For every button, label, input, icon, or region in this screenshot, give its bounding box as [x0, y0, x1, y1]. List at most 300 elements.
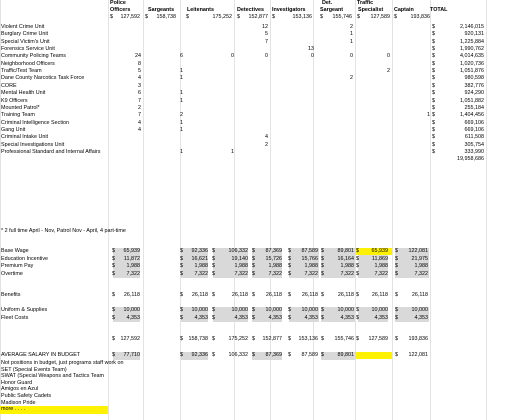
unit-count[interactable]: 1 [180, 75, 183, 82]
unit-name[interactable]: Professional Standard and Internal Affairs [1, 148, 101, 155]
unit-count[interactable]: 1 [350, 31, 353, 38]
row-value[interactable]: 4,353 [126, 314, 140, 321]
note-row [0, 360, 512, 367]
dollar-sign: $ [212, 292, 215, 298]
dollar-sign: $ [112, 336, 115, 342]
unit-total[interactable]: 611,508 [464, 134, 484, 141]
row-label[interactable]: Uniform & Supplies [1, 307, 48, 313]
header-total[interactable]: TOTAL [430, 6, 448, 13]
row-value[interactable]: 7,322 [194, 270, 208, 277]
dollar-sign: $ [321, 307, 324, 313]
header-sargeants[interactable]: Sargeants [148, 6, 175, 13]
row-value[interactable]: 7,322 [340, 270, 354, 277]
dollar-sign: $ [212, 263, 215, 269]
row-value[interactable]: 15,766 [301, 255, 318, 262]
unit-name[interactable]: Mental Health Unit [1, 90, 46, 97]
dollar-sign: $ [356, 255, 359, 262]
row-value[interactable]: 11,869 [371, 255, 388, 262]
unit-row [0, 105, 512, 112]
dollar-sign: $ [145, 13, 148, 20]
top-total-7[interactable]: 193,836 [410, 13, 430, 20]
row-value[interactable]: 4,353 [304, 314, 318, 321]
dollar-sign: $ [237, 13, 240, 20]
unit-count[interactable]: 6 [138, 90, 141, 97]
dollar-sign: $ [395, 314, 398, 321]
dollar-sign: $ [288, 270, 291, 277]
unit-name[interactable]: Special Victim's Unit [1, 38, 50, 45]
note-row [0, 373, 512, 380]
unit-row [0, 53, 512, 60]
row-value[interactable]: 26,118 [191, 292, 208, 298]
row-value[interactable]: 87,369 [265, 248, 282, 254]
unit-count[interactable]: 0 [231, 53, 234, 60]
row-value[interactable]: 4,353 [374, 314, 388, 321]
row-value[interactable]: 26,118 [231, 292, 248, 298]
dollar-sign: $ [252, 248, 255, 254]
unit-name[interactable]: Forensics Service Unit [1, 46, 55, 53]
row-value[interactable]: 16,621 [191, 255, 208, 262]
dollar-sign: $ [252, 255, 255, 262]
unit-total[interactable]: 924,290 [464, 90, 484, 97]
row-value[interactable]: 10,000 [411, 307, 428, 313]
unit-count[interactable]: 1 [350, 38, 353, 45]
note-row [0, 393, 512, 400]
dollar-sign: $ [432, 75, 435, 82]
row-value[interactable]: 106,332 [228, 248, 248, 254]
header-row-2 [0, 7, 512, 14]
unit-row [0, 90, 512, 97]
note-text[interactable]: Not positions in budget, just programs staff work on [1, 360, 124, 366]
dollar-sign: $ [321, 292, 324, 298]
top-total-1[interactable]: 158,738 [156, 13, 176, 20]
row-value[interactable]: 4,353 [268, 314, 282, 321]
unit-row [0, 120, 512, 127]
dollar-sign: $ [432, 82, 435, 89]
row-value[interactable]: 26,118 [337, 292, 354, 298]
sum-total-6[interactable]: 127,589 [368, 336, 388, 342]
unit-name[interactable]: Community Policing Teams [1, 53, 66, 60]
unit-count[interactable]: 7 [138, 112, 141, 119]
dollar-sign: $ [180, 314, 183, 321]
row-value[interactable]: 92,336 [191, 248, 208, 254]
unit-count[interactable]: 0 [387, 53, 390, 60]
unit-count[interactable]: 5 [138, 68, 141, 75]
unit-count[interactable]: 7 [138, 97, 141, 104]
unit-total[interactable]: 1,051,876 [460, 68, 484, 75]
dollar-sign: $ [272, 13, 275, 20]
unit-row [0, 75, 512, 82]
unit-count[interactable]: 1 [180, 68, 183, 75]
unit-total[interactable]: 980,598 [464, 75, 484, 82]
dollar-sign: $ [288, 248, 291, 254]
avg-salary-value[interactable]: 122,081 [408, 352, 428, 358]
unit-name[interactable]: Criminal Intake Unit [1, 134, 49, 141]
sum-total-4[interactable]: 153,136 [298, 336, 318, 342]
unit-row [0, 127, 512, 134]
row-value[interactable]: 26,118 [265, 292, 282, 298]
row-label[interactable]: Premium Pay [1, 263, 34, 269]
unit-count[interactable]: 1 [427, 112, 430, 119]
unit-count[interactable]: 8 [138, 60, 141, 67]
sum-total-7[interactable]: 193,836 [408, 336, 428, 342]
unit-name[interactable]: K9 Officers [1, 97, 28, 104]
row-value[interactable]: 1,988 [414, 263, 428, 269]
dollar-sign: $ [288, 263, 291, 269]
dollar-sign: $ [180, 270, 183, 277]
dollar-sign: $ [288, 292, 291, 298]
row-value[interactable]: 4,353 [194, 314, 208, 321]
unit-count[interactable]: 2 [265, 141, 268, 148]
unit-total[interactable]: 382,776 [464, 82, 484, 89]
dollar-sign: $ [432, 68, 435, 75]
dollar-sign: $ [394, 13, 397, 20]
dollar-sign: $ [321, 336, 324, 342]
row-value[interactable]: 16,164 [337, 255, 354, 262]
pay-row [0, 263, 512, 270]
row-value[interactable]: 1,988 [374, 263, 388, 269]
dollar-sign: $ [321, 255, 324, 262]
row-label[interactable]: Fleet Costs [1, 314, 29, 321]
unit-count[interactable]: 0 [265, 53, 268, 60]
dollar-sign: $ [252, 352, 255, 358]
row-value[interactable]: 10,000 [123, 307, 140, 313]
dollar-sign: $ [356, 292, 359, 298]
avg-salary-value[interactable]: 106,332 [228, 352, 248, 358]
avg-salary-value[interactable]: 92,336 [191, 352, 208, 358]
dollar-sign: $ [212, 336, 215, 342]
sum-total-5[interactable]: 155,746 [334, 336, 354, 342]
footnote-text[interactable]: * 2 full time April - Nov, Patrol Nov - April, 4 part-time [1, 228, 126, 234]
dollar-sign: $ [180, 336, 183, 342]
unit-total[interactable]: 1,404,456 [460, 112, 484, 119]
header-sargeant[interactable]: Sargeant [320, 6, 344, 13]
dollar-sign: $ [252, 263, 255, 269]
dollar-sign: $ [321, 263, 324, 269]
unit-name[interactable]: Traffic/Test Team [1, 68, 42, 75]
unit-total[interactable]: 2,146,015 [460, 24, 484, 30]
unit-count[interactable]: 1 [180, 97, 183, 104]
row-value[interactable]: 26,118 [301, 292, 318, 298]
note-text[interactable]: more . . . . [1, 406, 26, 413]
dollar-sign: $ [186, 13, 189, 20]
unit-count[interactable]: 0 [311, 53, 314, 60]
row-value[interactable]: 87,589 [301, 248, 318, 254]
unit-count[interactable]: 1 [180, 126, 183, 133]
dollar-sign: $ [432, 112, 435, 119]
row-value[interactable]: 7,322 [304, 270, 318, 277]
dollar-sign: $ [432, 90, 435, 97]
sum-total-0[interactable]: 127,592 [120, 336, 140, 342]
row-value[interactable]: 7,322 [414, 270, 428, 277]
avg-salary-value[interactable]: 87,589 [301, 352, 318, 358]
unit-count[interactable]: 2 [180, 112, 183, 119]
note-row [0, 380, 512, 387]
unit-total[interactable]: 1,020,736 [460, 60, 484, 67]
dollar-sign: $ [180, 248, 183, 254]
benefits-row [0, 292, 512, 299]
dollar-sign: $ [112, 248, 115, 254]
top-total-3[interactable]: 152,877 [248, 13, 268, 20]
dollar-sign: $ [356, 314, 359, 321]
row-value[interactable]: 26,118 [411, 292, 428, 298]
unit-count[interactable]: 1 [180, 90, 183, 97]
unit-count[interactable]: 2 [350, 75, 353, 82]
avg-salary-label[interactable]: AVERAGE SALARY IN BUDGET [1, 352, 81, 358]
dollar-sign: $ [180, 307, 183, 313]
dollar-sign: $ [432, 104, 435, 111]
row-value[interactable]: 1,988 [268, 263, 282, 269]
grand-total[interactable]: 19,958,686 [457, 156, 484, 163]
supply-row [0, 307, 512, 314]
avg-salary-row [0, 352, 512, 359]
unit-name[interactable]: Violent Crime Unit [1, 24, 45, 30]
unit-count[interactable]: 1 [180, 119, 183, 126]
row-value[interactable]: 7,322 [234, 270, 248, 277]
dollar-sign: $ [356, 307, 359, 313]
row-value[interactable]: 7,322 [268, 270, 282, 277]
unit-count[interactable]: 5 [265, 31, 268, 38]
avg-salary-value[interactable]: 89,801 [337, 352, 354, 358]
dollar-sign: $ [252, 292, 255, 298]
top-total-2[interactable]: 175,252 [212, 13, 232, 20]
header-lieutenants[interactable]: Leitenants [187, 6, 214, 13]
dollar-sign: $ [252, 270, 255, 277]
unit-row [0, 112, 512, 119]
header-traffic[interactable]: Traffic [357, 0, 374, 6]
avg-salary-value[interactable]: 87,369 [265, 352, 282, 358]
unit-count[interactable]: 13 [308, 46, 314, 53]
unit-count[interactable]: 1 [180, 148, 183, 155]
dollar-sign: $ [395, 292, 398, 298]
dollar-sign: $ [432, 148, 435, 155]
row-label[interactable]: Benefits [1, 292, 21, 298]
row-value[interactable]: 4,353 [340, 314, 354, 321]
unit-name[interactable]: Gang Unit [1, 126, 26, 133]
unit-total[interactable]: 1,225,884 [460, 38, 484, 45]
dollar-sign: $ [356, 263, 359, 269]
note-text[interactable]: SWAT (Special Weapons and Tactics Team [1, 373, 104, 380]
unit-name[interactable]: Training Team [1, 112, 35, 119]
unit-total[interactable]: 255,184 [464, 104, 484, 111]
dollar-sign: $ [321, 352, 324, 358]
unit-name[interactable]: Dane County Narcotics Task Force [1, 75, 85, 82]
unit-name[interactable]: Criminal Intelligence Section [1, 119, 70, 126]
unit-total[interactable]: 333,990 [464, 148, 484, 155]
sum-total-1[interactable]: 158,738 [188, 336, 208, 342]
dollar-sign: $ [356, 336, 359, 342]
unit-row [0, 46, 512, 53]
unit-count[interactable]: 6 [180, 53, 183, 60]
dollar-sign: $ [252, 314, 255, 321]
dollar-sign: $ [112, 307, 115, 313]
row-value[interactable]: 1,988 [304, 263, 318, 269]
dollar-sign: $ [288, 314, 291, 321]
dollar-sign: $ [112, 270, 115, 277]
sum-total-3[interactable]: 152,877 [262, 336, 282, 342]
dollar-sign: $ [212, 255, 215, 262]
unit-total[interactable]: 920,131 [464, 31, 484, 38]
dollar-sign: $ [252, 307, 255, 313]
note-text[interactable]: Public Safety Cadets [1, 393, 52, 399]
unit-count[interactable]: 2 [350, 24, 353, 30]
note-row [0, 367, 512, 374]
unit-name[interactable]: Neighborhood Officers [1, 60, 55, 67]
row-label[interactable]: Base Wage [1, 248, 29, 254]
dollar-sign: $ [112, 314, 115, 321]
dollar-sign: $ [432, 141, 435, 148]
note-text[interactable]: Honor Guard [1, 379, 33, 386]
row-value[interactable]: 65,939 [371, 248, 388, 254]
unit-count[interactable]: 4 [138, 75, 141, 82]
dollar-sign: $ [432, 126, 435, 133]
unit-count[interactable]: 4 [265, 134, 268, 141]
dollar-sign: $ [432, 31, 435, 38]
dollar-sign: $ [288, 307, 291, 313]
dollar-sign: $ [356, 270, 359, 277]
row-value[interactable]: 26,118 [123, 292, 140, 298]
dollar-sign: $ [212, 314, 215, 321]
dollar-sign: $ [180, 292, 183, 298]
row-value[interactable]: 122,081 [408, 248, 428, 254]
row-value[interactable]: 15,726 [265, 255, 282, 262]
dollar-sign: $ [252, 336, 255, 342]
row-value[interactable]: 7,322 [374, 270, 388, 277]
dollar-sign: $ [395, 270, 398, 277]
note-text[interactable]: Madison Pride [1, 399, 36, 406]
unit-count[interactable]: 12 [262, 24, 268, 30]
dollar-sign: $ [180, 255, 183, 262]
row-value[interactable]: 11,872 [123, 255, 140, 262]
row-value[interactable]: 4,353 [234, 314, 248, 321]
unit-count[interactable]: 3 [138, 82, 141, 89]
row-label[interactable]: Education Incentive [1, 255, 49, 262]
row-value[interactable]: 10,000 [265, 307, 282, 313]
header-specialist[interactable]: Specialist [358, 6, 384, 13]
row-value[interactable]: 10,000 [191, 307, 208, 313]
row-value[interactable]: 7,322 [126, 270, 140, 277]
note-row [0, 400, 512, 407]
row-value[interactable]: 1,988 [194, 263, 208, 269]
unit-row [0, 134, 512, 141]
top-total-4[interactable]: 153,136 [292, 13, 312, 20]
top-total-0[interactable]: 127,592 [120, 13, 140, 20]
unit-count[interactable]: 4 [138, 126, 141, 133]
dollar-sign: $ [112, 255, 115, 262]
unit-total[interactable]: 1,051,882 [460, 97, 484, 104]
note-row [0, 406, 512, 413]
row-value[interactable]: 21,975 [411, 255, 428, 262]
row-value[interactable]: 19,140 [231, 255, 248, 262]
dollar-sign: $ [321, 248, 324, 254]
unit-name[interactable]: Mounted Patrol* [1, 104, 40, 111]
dollar-sign: $ [212, 248, 215, 254]
row-value[interactable]: 10,000 [231, 307, 248, 313]
row-value[interactable]: 89,801 [337, 248, 354, 254]
header-officers[interactable]: Officers [110, 6, 131, 13]
unit-count[interactable]: 7 [265, 38, 268, 45]
dollar-sign: $ [432, 60, 435, 67]
header-det[interactable]: Det. [322, 0, 333, 6]
row-value[interactable]: 1,988 [340, 263, 354, 269]
unit-name[interactable]: CORE [1, 82, 17, 89]
dollar-sign: $ [432, 24, 435, 30]
unit-count[interactable]: 2 [138, 104, 141, 111]
note-text[interactable]: SET (Special Events Team) [1, 366, 67, 373]
unit-total[interactable]: 669,106 [464, 126, 484, 133]
unit-total[interactable]: 305,754 [464, 141, 484, 148]
row-value[interactable]: 26,118 [371, 292, 388, 298]
note-text[interactable]: Amigos en Azul [1, 386, 39, 393]
dollar-sign: $ [357, 13, 360, 20]
unit-count[interactable]: 4 [138, 119, 141, 126]
header-police[interactable]: Police [110, 0, 126, 6]
unit-count[interactable]: 24 [135, 53, 141, 60]
row-value[interactable]: 1,988 [234, 263, 248, 269]
dollar-sign: $ [320, 13, 323, 20]
dollar-sign: $ [321, 314, 324, 321]
unit-row [0, 68, 512, 75]
unit-count[interactable]: 2 [387, 68, 390, 75]
row-value[interactable]: 65,939 [123, 248, 140, 254]
dollar-sign: $ [432, 134, 435, 141]
unit-name[interactable]: Special Investigations Unit [1, 141, 65, 148]
dollar-sign: $ [288, 336, 291, 342]
dollar-sign: $ [112, 292, 115, 298]
dollar-sign: $ [212, 352, 215, 358]
row-value[interactable]: 10,000 [337, 307, 354, 313]
dollar-sign: $ [432, 97, 435, 104]
dollar-sign: $ [432, 46, 435, 53]
unit-total[interactable]: 669,106 [464, 119, 484, 126]
unit-total[interactable]: 4,014,635 [460, 53, 484, 60]
unit-total[interactable]: 1,990,762 [460, 46, 484, 53]
unit-name[interactable]: Burglary Crime Unit [1, 31, 49, 38]
row-value[interactable]: 10,000 [301, 307, 318, 313]
dollar-sign: $ [395, 255, 398, 262]
unit-count[interactable]: 1 [231, 148, 234, 155]
unit-row [0, 142, 512, 149]
dollar-sign: $ [212, 307, 215, 313]
header-detectives[interactable]: Detectives [237, 6, 264, 13]
row-value[interactable]: 1,988 [126, 263, 140, 269]
header-investigators[interactable]: Investigators [272, 6, 306, 13]
unit-row [0, 83, 512, 90]
dollar-sign: $ [288, 255, 291, 262]
row-label[interactable]: Overtime [1, 270, 23, 277]
sum-total-2[interactable]: 175,252 [228, 336, 248, 342]
dollar-sign: $ [110, 13, 113, 20]
dollar-sign: $ [432, 119, 435, 126]
top-total-5[interactable]: 155,746 [332, 13, 352, 20]
header-captain[interactable]: Captain [394, 6, 414, 13]
pay-row [0, 271, 512, 278]
row-value[interactable]: 10,000 [371, 307, 388, 313]
top-total-6[interactable]: 127,589 [370, 13, 390, 20]
avg-salary-value[interactable]: 77,710 [123, 352, 140, 358]
unit-row [0, 61, 512, 68]
unit-row [0, 39, 512, 46]
row-value[interactable]: 4,353 [414, 314, 428, 321]
unit-row [0, 98, 512, 105]
unit-row [0, 31, 512, 38]
dollar-sign: $ [395, 263, 398, 269]
sum-totals-row [0, 336, 512, 343]
dollar-sign: $ [432, 38, 435, 45]
top-totals-row [0, 14, 512, 21]
unit-count[interactable]: 0 [350, 53, 353, 60]
pay-row [0, 256, 512, 263]
dollar-sign: $ [288, 352, 291, 358]
